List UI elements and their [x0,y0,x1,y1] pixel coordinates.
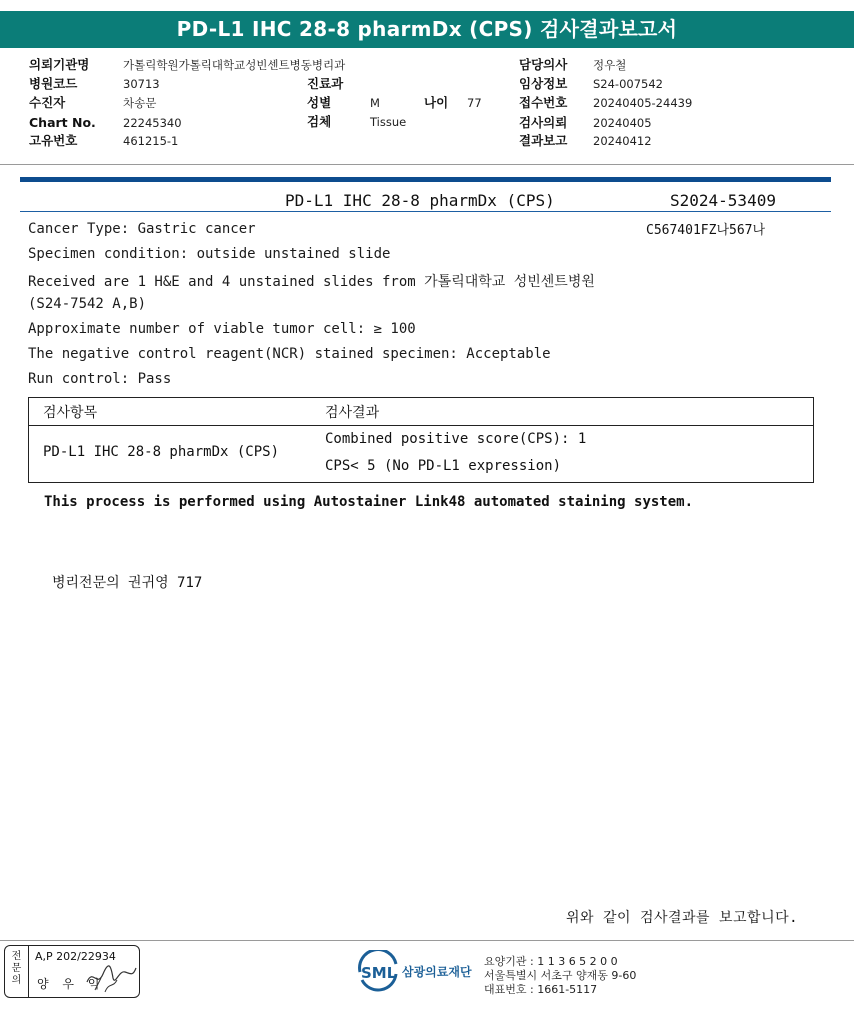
sex-label: 성별 [307,95,332,110]
footer-divider [0,940,854,941]
tumor-cell-line: Approximate number of viable tumor cell: ≥ 100 [28,321,416,337]
report-test-title: PD-L1 IHC 28-8 pharmDx (CPS) [285,191,555,210]
slide-id-line: (S24-7542 A,B) [28,296,147,312]
specialist-stamp [4,945,140,998]
logo-mark: SML [361,964,397,982]
receipt-label: 접수번호 [519,95,568,110]
doctor-value: 정우철 [593,58,627,72]
table-header-result: 검사결과 [325,405,380,421]
specimen-condition-line: Specimen condition: outside unstained slide [28,246,391,262]
age-value: 77 [467,96,482,110]
table-header-item: 검사항목 [43,405,98,421]
sex-value: M [370,96,380,110]
stamp-side-char: 의 [11,975,22,986]
table-result-expression: CPS< 5 (No PD-L1 expression) [325,458,562,474]
request-label: 검사의뢰 [519,115,568,130]
handwritten-signature-icon [83,960,139,994]
age-label: 나이 [424,95,449,110]
agency-code: 요양기관 : 1 1 3 6 5 2 0 0 [484,955,618,968]
id-label: 고유번호 [29,133,78,148]
header-divider [0,164,854,165]
table-header-divider [29,425,813,426]
address: 서울특별시 서초구 양재동 9-60 [484,969,637,982]
pathologist-signature: 병리전문의 권귀영 717 [52,575,203,591]
run-control-line: Run control: Pass [28,371,172,387]
id-value: 461215-1 [123,134,179,148]
specimen-label: 검체 [307,114,332,129]
patient-value: 차송문 [123,96,157,110]
report-code: S2024-53409 [670,191,776,210]
cancer-type-line: Cancer Type: Gastric cancer [28,221,256,237]
table-result-cps: Combined positive score(CPS): 1 [325,431,587,447]
report-title: PD-L1 IHC 28-8 pharmDx (CPS) 검사결과보고서 [176,17,678,41]
closing-statement: 위와 같이 검사결과를 보고합니다. [566,910,799,926]
hospital-code-value: 30713 [123,77,160,91]
stamp-side-char: 문 [11,963,22,974]
table-item-cell: PD-L1 IHC 28-8 pharmDx (CPS) [43,444,280,460]
specimen-value: Tissue [370,115,407,129]
report-top-rule [20,177,831,182]
negative-control-line: The negative control reagent(NCR) stained specimen: Acceptable [28,346,551,362]
request-value: 20240405 [593,116,652,130]
process-note: This process is performed using Autostainer Link48 automated staining system. [44,494,694,510]
patient-label: 수진자 [29,95,66,110]
results-table [28,397,814,483]
report-sub-rule [20,211,831,212]
receipt-value: 20240405-24439 [593,96,693,110]
clinical-value: S24-007542 [593,77,663,91]
report-value: 20240412 [593,134,652,148]
institution-label: 의뢰기관명 [29,57,90,72]
doctor-label: 담당의사 [519,57,568,72]
hospital-code-label: 병원코드 [29,76,78,91]
stamp-side-char: 전 [11,951,22,962]
chart-value: 22245340 [123,116,182,130]
received-slides-line: Received are 1 H&E and 4 unstained slides from 가톨릭대학교 성빈센트병원 [28,274,595,290]
report-subcode: C567401FZ나567나 [646,223,766,238]
stamp-side-label [5,946,29,997]
clinical-label: 임상정보 [519,76,568,91]
report-label: 결과보고 [519,133,568,148]
chart-label: Chart No. [29,115,96,130]
stamp-number: A,P 202/22934 [35,950,116,963]
report-title-bar [0,11,854,48]
institution-value: 가톨릭학원가톨릭대학교성빈센트병동병리과 [123,58,346,72]
stamp-name: 양 우 익 [37,977,105,991]
org-name: 삼광의료재단 [402,965,472,979]
phone: 대표번호 : 1661-5117 [484,983,598,996]
dept-label: 진료과 [307,76,344,91]
